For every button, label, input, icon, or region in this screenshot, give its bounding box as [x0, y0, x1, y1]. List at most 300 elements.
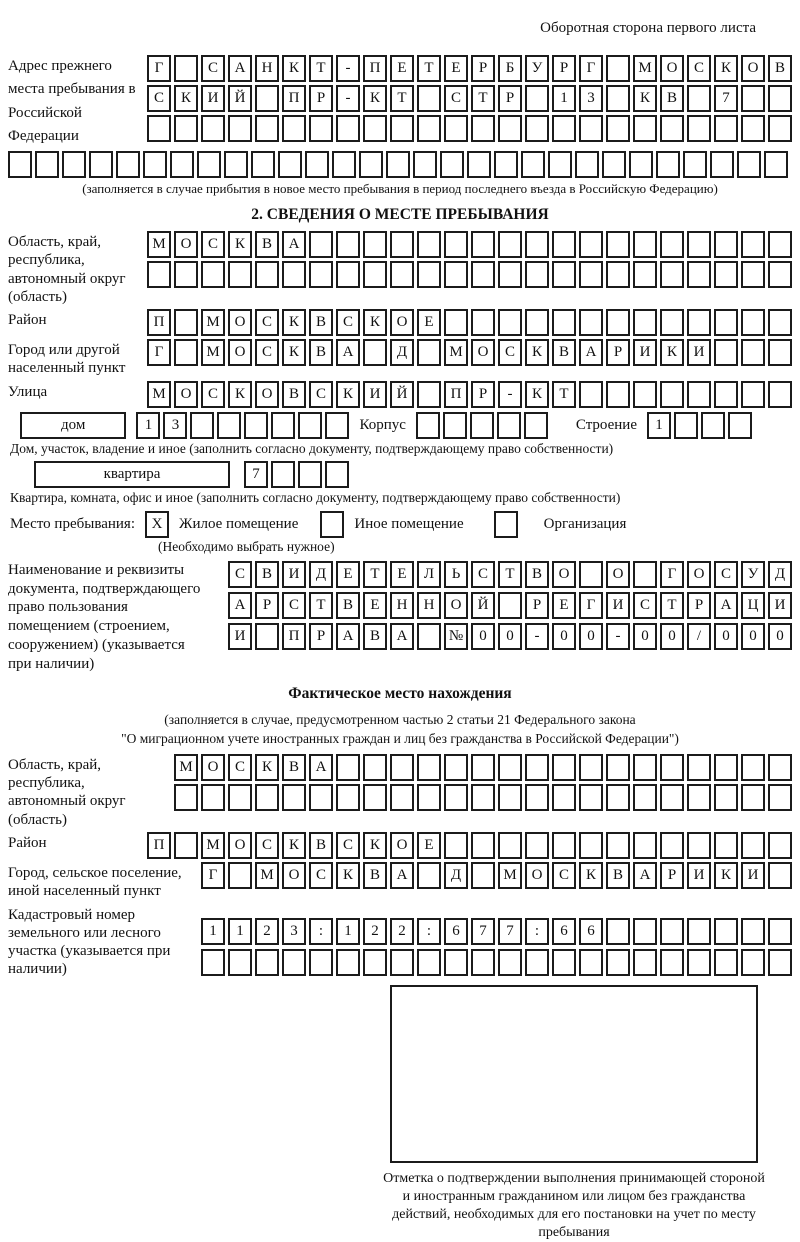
- char-box: [444, 832, 468, 859]
- char-box: [298, 461, 322, 488]
- char-box: [174, 115, 198, 142]
- char-box: [413, 151, 437, 178]
- char-box: К: [255, 754, 279, 781]
- char-box: [579, 261, 603, 288]
- char-box: -: [606, 623, 630, 650]
- char-box: [116, 151, 140, 178]
- char-box: Ь: [444, 561, 468, 588]
- char-box: [471, 754, 495, 781]
- char-box: 0: [498, 623, 522, 650]
- char-box: [714, 309, 738, 336]
- char-box: 3: [163, 412, 187, 439]
- char-box: 0: [714, 623, 738, 650]
- char-box: [741, 339, 765, 366]
- char-box: [390, 754, 414, 781]
- char-box: [525, 85, 549, 112]
- char-box: [471, 309, 495, 336]
- char-box: К: [660, 339, 684, 366]
- char-box: [498, 592, 522, 619]
- char-box: О: [390, 832, 414, 859]
- char-box: С: [255, 339, 279, 366]
- street-label: Улица: [8, 383, 48, 400]
- char-box: О: [228, 339, 252, 366]
- char-box: [633, 231, 657, 258]
- char-box: [498, 261, 522, 288]
- char-box: [498, 784, 522, 811]
- char-box: [444, 949, 468, 976]
- char-box: И: [633, 339, 657, 366]
- char-box: [143, 151, 167, 178]
- char-box: [336, 115, 360, 142]
- char-box: С: [147, 85, 171, 112]
- char-box: [524, 412, 548, 439]
- char-box: [417, 862, 441, 889]
- stroenie-label: Строение: [575, 416, 637, 433]
- char-box: [471, 115, 495, 142]
- actual-region-label: Область, край, республика, автономный округ (область): [8, 756, 126, 828]
- char-box: [552, 784, 576, 811]
- char-box: [494, 151, 518, 178]
- actual-district-label: Район: [8, 834, 47, 851]
- char-box: О: [687, 561, 711, 588]
- document-label: Наименование и реквизиты документа, подтверждающего право пользования помещением (строением, сооружением) (указывается при наличии): [8, 561, 201, 672]
- char-box: [602, 151, 626, 178]
- char-box: [498, 231, 522, 258]
- char-box: Н: [417, 592, 441, 619]
- char-box: [497, 412, 521, 439]
- char-box: [255, 85, 279, 112]
- apartment-note: Квартира, комната, офис и иное (заполнить согласно документу, подтверждающему право собственности): [10, 489, 621, 505]
- char-box: [147, 261, 171, 288]
- stay-type-label: Место пребывания:: [10, 515, 135, 532]
- char-box: В: [768, 55, 792, 82]
- char-box: [606, 832, 630, 859]
- actual-region-field: [8, 754, 792, 829]
- prev-address-boxes-row4: [8, 151, 792, 178]
- char-box: [525, 115, 549, 142]
- char-box: [325, 412, 349, 439]
- char-box: Й: [390, 381, 414, 408]
- char-box: [741, 949, 765, 976]
- char-box: [579, 784, 603, 811]
- char-box: [660, 949, 684, 976]
- char-box: Й: [228, 85, 252, 112]
- char-box: [579, 231, 603, 258]
- char-box: М: [147, 231, 171, 258]
- char-box: [687, 832, 711, 859]
- char-box: А: [390, 862, 414, 889]
- char-box: Г: [660, 561, 684, 588]
- char-box: С: [255, 832, 279, 859]
- char-box: [633, 754, 657, 781]
- char-box: 7: [714, 85, 738, 112]
- char-box: /: [687, 623, 711, 650]
- char-box: 1: [552, 85, 576, 112]
- char-box: В: [660, 85, 684, 112]
- house-number-boxes: [136, 412, 349, 439]
- char-box: [336, 949, 360, 976]
- char-box: Р: [309, 85, 333, 112]
- char-box: С: [201, 55, 225, 82]
- char-box: А: [336, 339, 360, 366]
- char-box: В: [255, 231, 279, 258]
- char-box: [606, 55, 630, 82]
- char-box: [255, 623, 279, 650]
- char-box: -: [525, 623, 549, 650]
- char-box: 7: [498, 918, 522, 945]
- char-box: [390, 784, 414, 811]
- char-box: С: [498, 339, 522, 366]
- char-box: [298, 412, 322, 439]
- char-box: [174, 832, 198, 859]
- char-box: М: [174, 754, 198, 781]
- prev-address-note: (заполняется в случае прибытия в новое место пребывания в период последнего въезда в Российскую Федерацию): [82, 181, 718, 196]
- char-box: К: [228, 381, 252, 408]
- char-box: [244, 412, 268, 439]
- char-box: [714, 754, 738, 781]
- char-box: [271, 461, 295, 488]
- char-box: К: [282, 339, 306, 366]
- char-box: В: [606, 862, 630, 889]
- char-box: [417, 784, 441, 811]
- char-box: [579, 309, 603, 336]
- char-box: [741, 261, 765, 288]
- district-field: [8, 309, 792, 336]
- char-box: 6: [444, 918, 468, 945]
- char-box: [228, 949, 252, 976]
- char-box: [606, 918, 630, 945]
- char-box: 1: [228, 918, 252, 945]
- char-box: [417, 754, 441, 781]
- char-box: О: [525, 862, 549, 889]
- char-box: 0: [633, 623, 657, 650]
- char-box: [687, 85, 711, 112]
- char-box: [282, 949, 306, 976]
- prev-address-block: [8, 55, 792, 148]
- actual-location-note-line1: (заполняется в случае, предусмотренном частью 2 статьи 21 Федерального закона: [164, 712, 636, 728]
- char-box: Р: [687, 592, 711, 619]
- char-box: Р: [606, 339, 630, 366]
- char-box: -: [336, 85, 360, 112]
- char-box: [417, 381, 441, 408]
- actual-region-boxes-row1: [174, 754, 792, 781]
- char-box: Г: [147, 55, 171, 82]
- char-box: [633, 381, 657, 408]
- char-box: [764, 151, 788, 178]
- char-box: С: [228, 561, 252, 588]
- char-box: :: [309, 918, 333, 945]
- char-box: О: [282, 862, 306, 889]
- char-box: [417, 231, 441, 258]
- char-box: [390, 231, 414, 258]
- char-box: [363, 754, 387, 781]
- char-box: 0: [768, 623, 792, 650]
- char-box: В: [309, 339, 333, 366]
- char-box: С: [255, 309, 279, 336]
- char-box: 1: [201, 918, 225, 945]
- char-box: [687, 381, 711, 408]
- char-box: [255, 115, 279, 142]
- char-box: [363, 949, 387, 976]
- char-box: К: [525, 339, 549, 366]
- char-box: А: [579, 339, 603, 366]
- char-box: [768, 381, 792, 408]
- char-box: [633, 261, 657, 288]
- char-box: [525, 309, 549, 336]
- char-box: Н: [255, 55, 279, 82]
- char-box: [552, 949, 576, 976]
- char-box: [278, 151, 302, 178]
- char-box: [633, 949, 657, 976]
- char-box: [521, 151, 545, 178]
- char-box: 6: [579, 918, 603, 945]
- char-box: В: [525, 561, 549, 588]
- stay-option-other-checkbox: [320, 511, 344, 538]
- char-box: С: [309, 381, 333, 408]
- char-box: [336, 231, 360, 258]
- char-box: [417, 623, 441, 650]
- char-box: [470, 412, 494, 439]
- char-box: [579, 832, 603, 859]
- char-box: [687, 261, 711, 288]
- char-box: [174, 309, 198, 336]
- stay-option-organization-checkbox: [494, 511, 518, 538]
- char-box: [768, 231, 792, 258]
- char-box: [741, 309, 765, 336]
- char-box: [741, 918, 765, 945]
- char-box: [190, 412, 214, 439]
- street-boxes: [147, 381, 792, 408]
- char-box: В: [336, 592, 360, 619]
- char-box: [606, 784, 630, 811]
- char-box: А: [714, 592, 738, 619]
- stamp-area: [378, 985, 770, 1242]
- char-box: О: [174, 231, 198, 258]
- char-box: В: [363, 862, 387, 889]
- char-box: [498, 309, 522, 336]
- char-box: С: [201, 381, 225, 408]
- char-box: И: [687, 339, 711, 366]
- char-box: А: [228, 592, 252, 619]
- char-box: [656, 151, 680, 178]
- char-box: В: [255, 561, 279, 588]
- char-box: [471, 949, 495, 976]
- char-box: К: [228, 231, 252, 258]
- apartment-row: [34, 461, 752, 488]
- char-box: 2: [363, 918, 387, 945]
- char-box: [282, 261, 306, 288]
- char-box: К: [282, 55, 306, 82]
- char-box: А: [633, 862, 657, 889]
- city-label: Город или другой населенный пункт: [8, 342, 126, 377]
- char-box: [251, 151, 275, 178]
- char-box: 1: [647, 412, 671, 439]
- char-box: М: [201, 309, 225, 336]
- char-box: 0: [741, 623, 765, 650]
- char-box: [35, 151, 59, 178]
- char-box: [471, 862, 495, 889]
- char-box: [170, 151, 194, 178]
- char-box: [498, 832, 522, 859]
- char-box: И: [201, 85, 225, 112]
- char-box: [552, 832, 576, 859]
- char-box: [359, 151, 383, 178]
- char-box: В: [363, 623, 387, 650]
- char-box: С: [552, 862, 576, 889]
- char-box: [710, 151, 734, 178]
- char-box: [660, 231, 684, 258]
- char-box: -: [498, 381, 522, 408]
- char-box: [224, 151, 248, 178]
- char-box: М: [498, 862, 522, 889]
- char-box: [683, 151, 707, 178]
- char-box: Р: [498, 85, 522, 112]
- char-box: [444, 784, 468, 811]
- char-box: И: [741, 862, 765, 889]
- char-box: Г: [201, 862, 225, 889]
- char-box: [228, 261, 252, 288]
- char-box: Т: [498, 561, 522, 588]
- char-box: К: [579, 862, 603, 889]
- char-box: [228, 862, 252, 889]
- char-box: А: [336, 623, 360, 650]
- char-box: С: [228, 754, 252, 781]
- char-box: [714, 949, 738, 976]
- char-box: 0: [552, 623, 576, 650]
- actual-district-boxes: [147, 832, 792, 859]
- char-box: [89, 151, 113, 178]
- char-box: [575, 151, 599, 178]
- char-box: О: [174, 381, 198, 408]
- char-box: С: [336, 309, 360, 336]
- char-box: [363, 339, 387, 366]
- korpus-label: Корпус: [359, 416, 406, 433]
- street-field: [8, 381, 792, 408]
- char-box: [8, 151, 32, 178]
- char-box: [741, 784, 765, 811]
- char-box: П: [444, 381, 468, 408]
- char-box: [525, 261, 549, 288]
- char-box: Р: [255, 592, 279, 619]
- char-box: [552, 231, 576, 258]
- char-box: О: [471, 339, 495, 366]
- city-boxes: [147, 339, 792, 366]
- char-box: :: [417, 918, 441, 945]
- prev-address-boxes-row1: [147, 55, 792, 82]
- char-box: [660, 309, 684, 336]
- char-box: И: [228, 623, 252, 650]
- char-box: Р: [525, 592, 549, 619]
- char-box: [417, 339, 441, 366]
- char-box: У: [741, 561, 765, 588]
- char-box: [325, 461, 349, 488]
- char-box: К: [633, 85, 657, 112]
- actual-city-label: Город, сельское поселение, иной населенный пункт: [8, 864, 182, 900]
- char-box: [548, 151, 572, 178]
- char-box: [606, 754, 630, 781]
- char-box: И: [606, 592, 630, 619]
- char-box: Т: [660, 592, 684, 619]
- char-box: С: [444, 85, 468, 112]
- char-box: Б: [498, 55, 522, 82]
- char-box: Д: [768, 561, 792, 588]
- char-box: [629, 151, 653, 178]
- char-box: [416, 412, 440, 439]
- char-box: [768, 832, 792, 859]
- char-box: [309, 949, 333, 976]
- char-box: [687, 754, 711, 781]
- stroenie-boxes: [647, 412, 752, 439]
- char-box: [579, 949, 603, 976]
- char-box: [525, 784, 549, 811]
- actual-location-title: Фактическое место нахождения: [288, 685, 512, 703]
- char-box: [417, 949, 441, 976]
- char-box: [714, 832, 738, 859]
- char-box: [255, 261, 279, 288]
- char-box: [228, 784, 252, 811]
- char-box: Д: [444, 862, 468, 889]
- document-boxes-row1: [228, 561, 792, 588]
- char-box: [606, 85, 630, 112]
- actual-city-boxes: [201, 862, 792, 889]
- char-box: [336, 754, 360, 781]
- char-box: О: [255, 381, 279, 408]
- char-box: [660, 115, 684, 142]
- char-box: М: [147, 381, 171, 408]
- char-box: П: [282, 85, 306, 112]
- char-box: [363, 115, 387, 142]
- char-box: [714, 115, 738, 142]
- char-box: [309, 261, 333, 288]
- char-box: К: [336, 381, 360, 408]
- apartment-type-box: квартира: [34, 461, 230, 488]
- char-box: [228, 115, 252, 142]
- char-box: [687, 115, 711, 142]
- char-box: [579, 381, 603, 408]
- document-boxes-row2: [228, 592, 792, 619]
- char-box: С: [687, 55, 711, 82]
- char-box: [633, 918, 657, 945]
- char-box: [363, 261, 387, 288]
- char-box: [444, 261, 468, 288]
- char-box: 0: [579, 623, 603, 650]
- char-box: Г: [579, 592, 603, 619]
- char-box: [768, 115, 792, 142]
- char-box: [606, 949, 630, 976]
- char-box: О: [444, 592, 468, 619]
- char-box: [363, 784, 387, 811]
- char-box: :: [525, 918, 549, 945]
- char-box: О: [606, 561, 630, 588]
- char-box: С: [633, 592, 657, 619]
- char-box: В: [552, 339, 576, 366]
- char-box: В: [309, 309, 333, 336]
- char-box: [417, 115, 441, 142]
- char-box: К: [282, 832, 306, 859]
- char-box: К: [714, 862, 738, 889]
- char-box: [201, 949, 225, 976]
- char-box: [309, 231, 333, 258]
- document-boxes-row3: [228, 623, 792, 650]
- char-box: П: [147, 832, 171, 859]
- char-box: К: [363, 309, 387, 336]
- char-box: [687, 309, 711, 336]
- char-box: К: [282, 309, 306, 336]
- char-box: Е: [363, 592, 387, 619]
- char-box: [305, 151, 329, 178]
- char-box: [768, 949, 792, 976]
- char-box: [714, 381, 738, 408]
